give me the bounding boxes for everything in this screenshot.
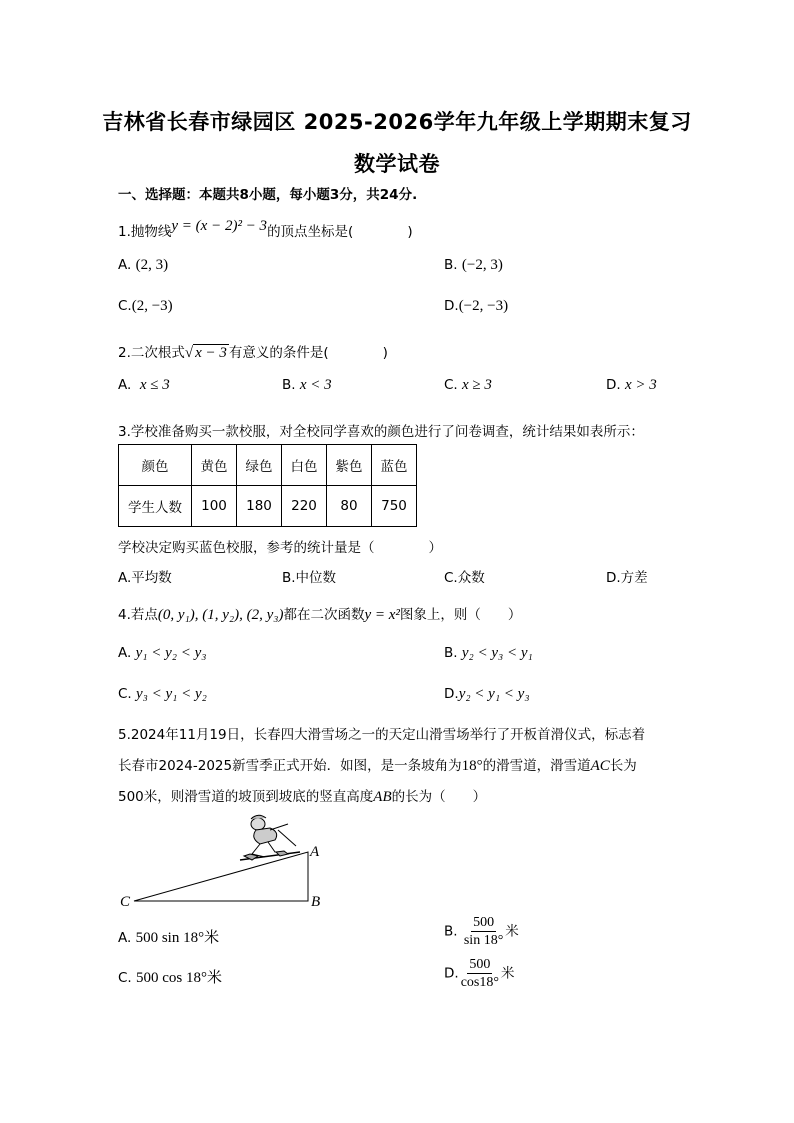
- fraction: $\frac{500}{\cos 18^\circ}$: [460, 957, 499, 990]
- question-2-stem: 2.二次根式√ x − 3 有意义的条件是( ): [118, 345, 388, 361]
- q2-option-d[interactable]: D. x > 3: [606, 377, 657, 393]
- q1-formula: y = (x − 2)² − 3: [171, 218, 268, 234]
- q1-option-d[interactable]: D.(−2, −3): [444, 298, 509, 314]
- table-cell: 100: [192, 486, 237, 527]
- q4-option-b[interactable]: B. y₂ < y₃ < y₁: [444, 645, 533, 661]
- q1-option-a[interactable]: A. (2, 3): [118, 257, 169, 273]
- q3-option-b[interactable]: B.中位数: [282, 570, 337, 586]
- table-cell: 180: [237, 486, 282, 527]
- ski-slope-figure: [110, 810, 350, 915]
- exam-title-line2: 数学试卷: [354, 152, 440, 176]
- survey-table: [118, 444, 417, 527]
- table-cell: 80: [327, 486, 372, 527]
- q5-option-c[interactable]: C. 500 cos 18°米: [118, 970, 223, 986]
- q4-option-a[interactable]: A. y₁ < y₂ < y₃: [118, 645, 207, 661]
- q1-option-c[interactable]: C.(2, −3): [118, 298, 173, 314]
- q1-option-b[interactable]: B. (−2, 3): [444, 257, 503, 273]
- table-cell: 紫色: [327, 445, 372, 486]
- question-5-line3: 500米，则滑雪道的坡顶到坡底的竖直高度AB的长为（ ）: [118, 789, 487, 805]
- section-heading: 一、选择题：本题共8小题，每小题3分，共24分.: [118, 187, 418, 203]
- q3-option-a[interactable]: A.平均数: [118, 570, 172, 586]
- question-1-stem: 1.抛物线y = (x − 2)² − 3的顶点坐标是( ): [118, 218, 413, 240]
- fraction: $\frac{500}{\sin 18^\circ}$: [463, 915, 504, 948]
- q5-option-d[interactable]: D. $\frac{500}{\cos 18^\circ}$ 米: [444, 957, 515, 990]
- q2-radicand: x − 3: [195, 345, 227, 361]
- q3-option-c[interactable]: C.众数: [444, 570, 485, 586]
- question-3-stem: 3.学校准备购买一款校服，对全校同学喜欢的颜色进行了问卷调查，统计结果如表所示：: [118, 424, 644, 440]
- q5-option-a[interactable]: A. 500 sin 18°米: [118, 930, 220, 946]
- exam-title-line1: 吉林省长春市绿园区 2025-2026学年九年级上学期期末复习: [102, 110, 692, 134]
- q5-option-b[interactable]: B. $\frac{500}{\sin 18^\circ}$ 米: [444, 915, 519, 948]
- question-4-stem: 4.若点(0, y₁), (1, y₂), (2, y₃)都在二次函数y = x²图象上，则（ ）: [118, 607, 522, 623]
- table-row: [119, 445, 417, 486]
- q4-option-c[interactable]: C. y₃ < y₁ < y₂: [118, 686, 207, 702]
- q4-option-d[interactable]: D.y₂ < y₁ < y₃: [444, 686, 530, 702]
- vertex-label-b: B: [311, 894, 321, 910]
- q2-option-c[interactable]: C. x ≥ 3: [444, 377, 492, 393]
- q2-option-b[interactable]: B. x < 3: [282, 377, 332, 393]
- q3-option-d[interactable]: D.方差: [606, 570, 648, 586]
- q3-followup: 学校决定购买蓝色校服，参考的统计量是（ ）: [118, 540, 442, 556]
- table-cell: 白色: [282, 445, 327, 486]
- table-cell: 黄色: [192, 445, 237, 486]
- slope-triangle: [134, 852, 308, 901]
- question-5-line1: 5.2024年11月19日，长春四大滑雪场之一的天定山滑雪场举行了开板首滑仪式，标志着: [118, 727, 646, 743]
- q4-function: y = x²: [364, 607, 400, 623]
- table-cell: 颜色: [119, 445, 192, 486]
- skier-icon: [240, 815, 300, 860]
- table-cell: 学生人数: [119, 486, 192, 527]
- q2-option-a[interactable]: A. x ≤ 3: [118, 377, 170, 393]
- table-cell: 蓝色: [372, 445, 417, 486]
- table-cell: 750: [372, 486, 417, 527]
- question-5-line2: 长春市2024-2025新雪季正式开始．如图，是一条坡角为18°的滑雪道，滑雪道AC长为: [118, 758, 637, 774]
- q4-points: (0, y₁), (1, y₂), (2, y₃): [157, 607, 284, 623]
- vertex-label-c: C: [120, 894, 131, 910]
- table-row: [119, 486, 417, 527]
- table-cell: 220: [282, 486, 327, 527]
- table-cell: 绿色: [237, 445, 282, 486]
- vertex-label-a: A: [310, 844, 320, 860]
